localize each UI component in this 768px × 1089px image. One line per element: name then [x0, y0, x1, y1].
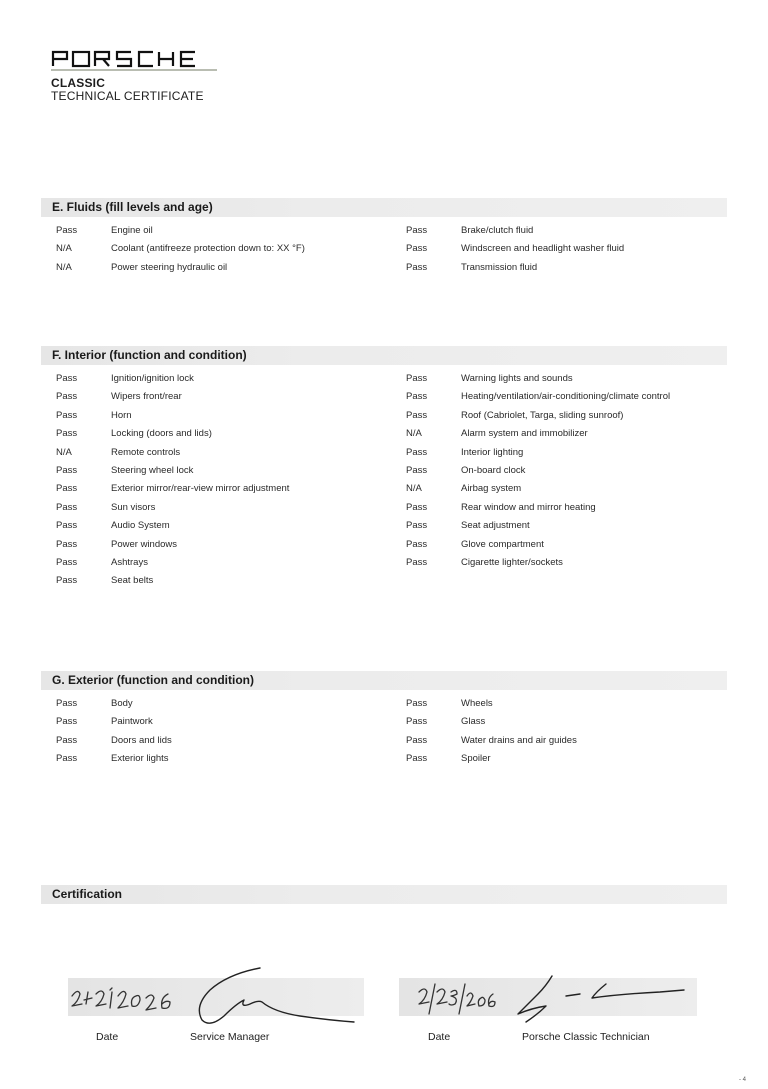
check-item: Rear window and mirror heating — [461, 501, 596, 513]
service-manager-handwritten-date — [66, 982, 190, 1018]
check-status: Pass — [406, 538, 428, 550]
check-item: On-board clock — [461, 465, 526, 476]
page-number: - 4 — [738, 1077, 746, 1083]
check-status: Pass — [56, 734, 78, 746]
service-manager-label: Service Manager — [190, 1031, 270, 1043]
check-status: Pass — [406, 409, 428, 421]
section-interior-header — [41, 346, 727, 365]
check-item: Spoiler — [461, 753, 491, 765]
check-status: Pass — [56, 373, 78, 384]
check-item: Brake/clutch fluid — [461, 225, 534, 236]
check-item: Locking (doors and lids) — [111, 428, 212, 440]
check-item: Seat belts — [111, 575, 154, 587]
check-status: Pass — [406, 391, 428, 403]
check-status: Pass — [56, 538, 78, 550]
section-fluids-header — [41, 198, 727, 217]
check-item: Ignition/ignition lock — [111, 373, 194, 384]
check-item: Transmission fluid — [461, 261, 538, 273]
document-title: TECHNICAL CERTIFICATE — [51, 89, 204, 103]
section-certification-title: Certification — [52, 887, 123, 901]
check-item: Warning lights and sounds — [461, 373, 573, 384]
check-status: Pass — [56, 716, 78, 728]
check-item: Engine oil — [111, 225, 153, 236]
check-status: Pass — [406, 225, 428, 236]
check-item: Coolant (antifreeze protection down to: XX °F) — [111, 243, 305, 255]
brand-rule — [51, 69, 217, 71]
technician-date-label: Date — [428, 1031, 451, 1043]
check-item: Exterior lights — [111, 753, 169, 765]
check-status: Pass — [56, 225, 78, 236]
check-item: Sun visors — [111, 501, 156, 513]
technician-label: Porsche Classic Technician — [522, 1031, 650, 1043]
check-item: Glass — [461, 716, 486, 728]
service-manager-signature — [188, 964, 358, 1026]
check-item: Wheels — [461, 698, 493, 709]
check-status: Pass — [56, 428, 78, 440]
check-item: Seat adjustment — [461, 520, 530, 532]
check-item: Heating/ventilation/air-conditioning/climate control — [461, 391, 671, 403]
check-status: Pass — [56, 409, 78, 421]
check-status: Pass — [56, 483, 78, 495]
check-status: Pass — [406, 557, 428, 568]
check-item: Power windows — [111, 538, 177, 550]
check-item: Water drains and air guides — [461, 734, 577, 746]
check-item: Roof (Cabriolet, Targa, sliding sunroof) — [461, 409, 624, 421]
check-item: Cigarette lighter/sockets — [461, 557, 563, 568]
technician-signature — [510, 970, 688, 1028]
check-status: Pass — [56, 698, 78, 709]
check-item: Airbag system — [461, 483, 522, 495]
check-status: Pass — [56, 391, 78, 403]
brand-classic: CLASSIC — [51, 76, 106, 90]
check-status: Pass — [406, 734, 428, 746]
check-status: Pass — [406, 698, 428, 709]
check-item: Wipers front/rear — [111, 391, 182, 403]
check-item: Doors and lids — [111, 734, 172, 746]
service-manager-date-label: Date — [96, 1031, 119, 1043]
check-status: Pass — [406, 243, 428, 255]
check-item: Body — [111, 698, 133, 709]
section-fluids-title: E. Fluids (fill levels and age) — [52, 200, 213, 214]
check-status: N/A — [56, 243, 72, 255]
check-item: Glove compartment — [461, 538, 544, 550]
check-item: Steering wheel lock — [111, 465, 194, 476]
check-item: Interior lighting — [461, 446, 524, 458]
check-status: N/A — [56, 261, 72, 273]
check-status: Pass — [56, 520, 78, 532]
check-item: Audio System — [111, 520, 170, 532]
porsche-logo — [51, 50, 199, 68]
check-item: Remote controls — [111, 446, 181, 458]
section-interior-title: F. Interior (function and condition) — [52, 348, 247, 362]
check-status: Pass — [406, 446, 428, 458]
check-item: Horn — [111, 409, 132, 421]
section-exterior-title: G. Exterior (function and condition) — [52, 673, 254, 687]
check-status: Pass — [406, 753, 428, 765]
check-status: Pass — [406, 520, 428, 532]
check-item: Power steering hydraulic oil — [111, 261, 228, 273]
check-status: Pass — [56, 557, 78, 568]
check-status: Pass — [406, 501, 428, 513]
check-status: N/A — [406, 483, 422, 495]
section-certification-header — [41, 885, 727, 904]
check-status: Pass — [406, 373, 428, 384]
check-status: Pass — [56, 753, 78, 765]
technician-handwritten-date — [415, 982, 497, 1016]
check-status: Pass — [406, 465, 428, 476]
check-status: N/A — [56, 446, 72, 458]
check-status: Pass — [406, 716, 428, 728]
check-status: Pass — [406, 261, 428, 273]
section-exterior-header — [41, 671, 727, 690]
check-status: Pass — [56, 575, 78, 587]
check-item: Paintwork — [111, 716, 153, 728]
check-item: Alarm system and immobilizer — [461, 428, 588, 440]
check-status: N/A — [406, 428, 422, 440]
check-item: Exterior mirror/rear-view mirror adjustment — [111, 483, 290, 495]
check-item: Windscreen and headlight washer fluid — [461, 243, 625, 255]
check-item: Ashtrays — [111, 557, 148, 568]
check-status: Pass — [56, 501, 78, 513]
check-status: Pass — [56, 465, 78, 476]
